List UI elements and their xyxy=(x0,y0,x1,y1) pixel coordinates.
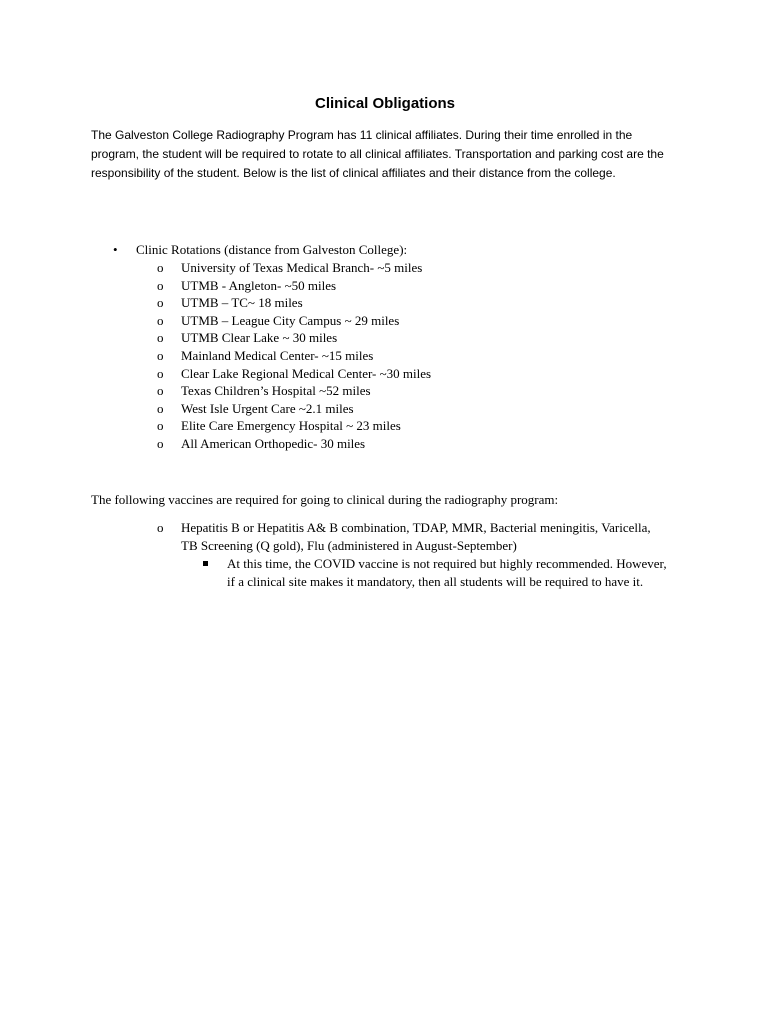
circle-bullet-icon: o xyxy=(157,383,164,399)
page-title: Clinical Obligations xyxy=(314,95,456,112)
clinic-name: UTMB – TC~ 18 miles xyxy=(181,295,303,311)
circle-bullet-icon: o xyxy=(157,520,164,535)
covid-note: At this time, the COVID vaccine is not required but highly recommended. However, if a clinical site makes it mandatory, then all students will be required to have it. xyxy=(227,556,667,589)
clinic-name: University of Texas Medical Branch- ~5 miles xyxy=(181,260,423,275)
circle-bullet-icon: o xyxy=(157,277,164,293)
circle-bullet-icon: o xyxy=(157,347,164,363)
clinic-name: All American Orthopedic- 30 miles xyxy=(181,435,366,451)
circle-bullet-icon: o xyxy=(157,400,164,416)
clinic-name: West Isle Urgent Care ~2.1 miles xyxy=(181,400,354,416)
circle-bullet-icon: o xyxy=(157,435,164,451)
intro-paragraph: The Galveston College Radiography Program has 11 clinical affiliates. During their time enrolled in the program, the student will be required to rotate to all clinical affiliates. Transportation and parking cost are the responsibility of the student. Below is the list of clinical affiliates and their distance from the college. xyxy=(91,128,664,180)
circle-bullet-icon: o xyxy=(157,260,164,275)
clinic-name: UTMB – League City Campus ~ 29 miles xyxy=(181,312,400,328)
circle-bullet-icon: o xyxy=(157,365,164,381)
clinic-name: Clear Lake Regional Medical Center- ~30 miles xyxy=(181,365,432,381)
circle-bullet-icon: o xyxy=(157,418,164,434)
circle-bullet-icon: o xyxy=(157,330,164,346)
clinic-name: Elite Care Emergency Hospital ~ 23 miles xyxy=(181,418,401,434)
clinic-name: Texas Children’s Hospital ~52 miles xyxy=(181,383,371,399)
bullet-icon: • xyxy=(113,242,118,257)
clinic-name: Mainland Medical Center- ~15 miles xyxy=(181,347,374,363)
square-bullet-icon xyxy=(203,561,208,566)
clinic-name: UTMB Clear Lake ~ 30 miles xyxy=(181,330,338,346)
circle-bullet-icon: o xyxy=(157,295,164,311)
vaccines-intro: The following vaccines are required for going to clinical during the radiography program: xyxy=(91,492,559,507)
clinic-rotations-heading: Clinic Rotations (distance from Galveston College): xyxy=(136,242,408,257)
clinic-name: UTMB - Angleton- ~50 miles xyxy=(181,277,337,293)
vaccines-list: Hepatitis B or Hepatitis A& B combination, TDAP, MMR, Bacterial meningitis, Varicella, TB Screening (Q gold), Flu (administered in August-September) xyxy=(181,520,651,553)
circle-bullet-icon: o xyxy=(157,312,164,328)
